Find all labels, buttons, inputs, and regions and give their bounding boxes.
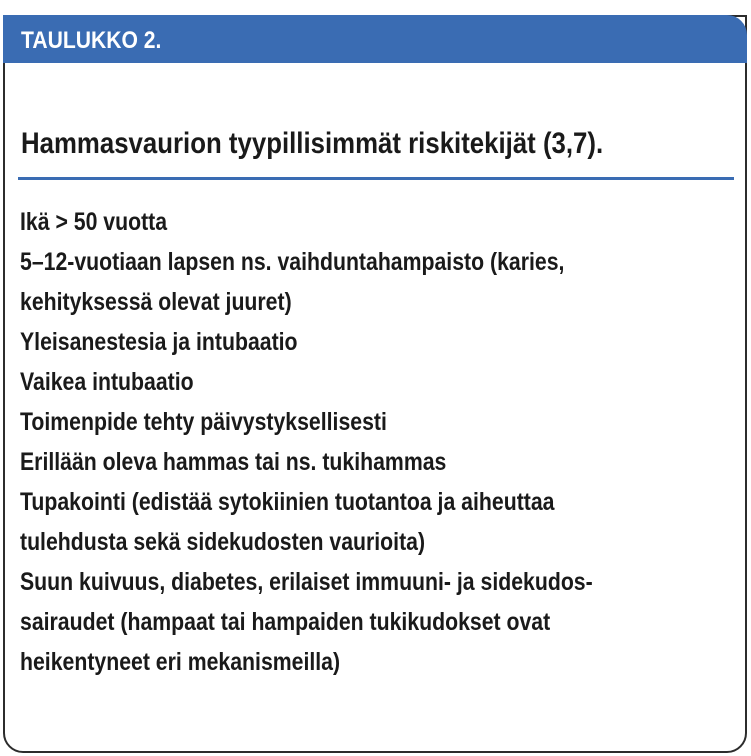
title-divider (18, 177, 734, 180)
table-header-bar (3, 15, 747, 63)
list-item: Tupakointi (edistää sytokiinien tuotantoa ja aiheuttaa tulehdusta sekä sidekudosten vaurioita) (20, 488, 555, 556)
list-item: Erillään oleva hammas tai ns. tukihammas (20, 448, 447, 476)
list-item: Ikä > 50 vuotta (20, 208, 168, 236)
table-title: Hammasvaurion tyypillisimmät riskitekijät (3,7). (21, 127, 604, 160)
table-number-label: TAULUKKO 2. (21, 27, 162, 54)
table-box (3, 15, 747, 753)
list-item: Toimenpide tehty päivystyksellisesti (20, 408, 387, 436)
list-item: Suun kuivuus, diabetes, erilaiset immuuni- ja sidekudos- sairaudet (hampaat tai hampaiden tukikudokset ovat heikentyneet eri mekanismeilla) (20, 568, 593, 676)
list-item: 5–12-vuotiaan lapsen ns. vaihduntahampaisto (karies, kehityksessä olevat juuret) (20, 248, 565, 316)
risk-factor-list (20, 202, 717, 682)
list-item: Yleisanestesia ja intubaatio (20, 328, 298, 356)
list-item: Vaikea intubaatio (20, 368, 194, 396)
